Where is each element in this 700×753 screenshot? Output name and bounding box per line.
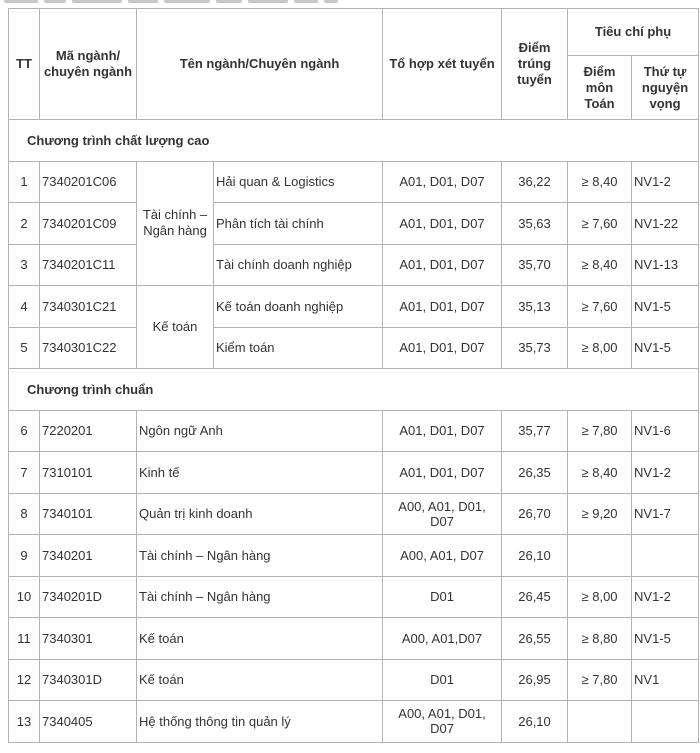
row-score: 26,45 [502, 576, 568, 618]
row-code: 7340301 [40, 618, 137, 660]
table-row [9, 618, 699, 660]
row-score: 35,13 [502, 286, 568, 328]
row-tt: 4 [9, 286, 40, 328]
row-code: 7340301C22 [40, 327, 137, 369]
row-code: 7340201 [40, 535, 137, 577]
table-row [9, 203, 699, 245]
row-tt: 6 [9, 410, 40, 452]
row-tt: 12 [9, 659, 40, 701]
row-score: 26,95 [502, 659, 568, 701]
row-combo: A01, D01, D07 [383, 286, 502, 328]
row-name: Kế toán doanh nghiệp [214, 286, 383, 328]
row-pref: NV1-2 [632, 576, 699, 618]
table-row [9, 410, 699, 452]
table-row [9, 659, 699, 701]
row-score: 26,10 [502, 701, 568, 743]
row-combo: A00, A01, D07 [383, 535, 502, 577]
row-math: ≥ 8,40 [568, 452, 632, 494]
row-name: Tài chính – Ngân hàng [137, 576, 383, 618]
row-math: ≥ 8,80 [568, 618, 632, 660]
table-row [9, 493, 699, 535]
row-name: Kiểm toán [214, 327, 383, 369]
row-tt: 13 [9, 701, 40, 743]
row-pref: NV1-6 [632, 410, 699, 452]
row-pref: NV1-7 [632, 493, 699, 535]
row-code: 7340301D [40, 659, 137, 701]
row-math: ≥ 9,20 [568, 493, 632, 535]
row-combo: A01, D01, D07 [383, 327, 502, 369]
row-combo: A01, D01, D07 [383, 452, 502, 494]
row-tt: 10 [9, 576, 40, 618]
table-row [9, 286, 699, 328]
row-combo: A01, D01, D07 [383, 244, 502, 286]
row-combo: D01 [383, 659, 502, 701]
row-pref [632, 701, 699, 743]
row-name: Kế toán [137, 618, 383, 660]
row-tt: 8 [9, 493, 40, 535]
header-preference: Thứ tự nguyện vọng [632, 56, 699, 120]
row-score: 26,35 [502, 452, 568, 494]
row-tt: 11 [9, 618, 40, 660]
table-row [9, 701, 699, 743]
row-pref: NV1-2 [632, 452, 699, 494]
header-tt: TT [9, 9, 40, 120]
row-pref: NV1-13 [632, 244, 699, 286]
row-name: Quản trị kinh doanh [137, 493, 383, 535]
group-accounting: Kế toán [137, 286, 214, 369]
row-combo: D01 [383, 576, 502, 618]
row-pref: NV1-22 [632, 203, 699, 245]
cropped-text-line [0, 0, 700, 8]
row-math [568, 701, 632, 743]
admission-table [8, 8, 699, 743]
row-score: 35,63 [502, 203, 568, 245]
table-row [9, 327, 699, 369]
row-code: 7220201 [40, 410, 137, 452]
row-math: ≥ 8,40 [568, 244, 632, 286]
row-code: 7340201C06 [40, 161, 137, 203]
row-code: 7340101 [40, 493, 137, 535]
header-name: Tên ngành/Chuyên ngành [137, 9, 383, 120]
section-standard: Chương trình chuẩn [9, 369, 699, 411]
row-tt: 3 [9, 244, 40, 286]
row-score: 35,77 [502, 410, 568, 452]
row-name: Tài chính – Ngân hàng [137, 535, 383, 577]
row-tt: 2 [9, 203, 40, 245]
row-score: 36,22 [502, 161, 568, 203]
row-pref: NV1 [632, 659, 699, 701]
row-pref [632, 535, 699, 577]
header-sub-criteria: Tiêu chí phụ [568, 9, 699, 56]
row-name: Kế toán [137, 659, 383, 701]
row-name: Phân tích tài chính [214, 203, 383, 245]
row-code: 7340201D [40, 576, 137, 618]
row-combo: A00, A01, D01, D07 [383, 493, 502, 535]
row-math [568, 535, 632, 577]
row-tt: 1 [9, 161, 40, 203]
row-name: Ngôn ngữ Anh [137, 410, 383, 452]
header-score: Điểm trúng tuyển [502, 9, 568, 120]
row-math: ≥ 7,80 [568, 659, 632, 701]
row-math: ≥ 8,00 [568, 576, 632, 618]
row-combo: A00, A01, D01, D07 [383, 701, 502, 743]
header-combo: Tổ hợp xét tuyển [383, 9, 502, 120]
row-combo: A01, D01, D07 [383, 203, 502, 245]
row-math: ≥ 8,00 [568, 327, 632, 369]
row-tt: 5 [9, 327, 40, 369]
row-code: 7310101 [40, 452, 137, 494]
table-row [9, 535, 699, 577]
row-name: Kinh tế [137, 452, 383, 494]
row-name: Hải quan & Logistics [214, 161, 383, 203]
row-math: ≥ 7,80 [568, 410, 632, 452]
table-row [9, 244, 699, 286]
row-score: 35,73 [502, 327, 568, 369]
row-score: 26,55 [502, 618, 568, 660]
row-pref: NV1-5 [632, 618, 699, 660]
row-pref: NV1-5 [632, 327, 699, 369]
row-combo: A01, D01, D07 [383, 410, 502, 452]
row-name: Hệ thống thông tin quản lý [137, 701, 383, 743]
row-score: 35,70 [502, 244, 568, 286]
row-tt: 9 [9, 535, 40, 577]
header-code: Mã ngành/ chuyên ngành [40, 9, 137, 120]
row-math: ≥ 7,60 [568, 203, 632, 245]
row-pref: NV1-2 [632, 161, 699, 203]
row-score: 26,10 [502, 535, 568, 577]
row-name: Tài chính doanh nghiệp [214, 244, 383, 286]
group-finance: Tài chính – Ngân hàng [137, 161, 214, 286]
row-code: 7340201C09 [40, 203, 137, 245]
row-code: 7340301C21 [40, 286, 137, 328]
table-row [9, 452, 699, 494]
row-combo: A01, D01, D07 [383, 161, 502, 203]
row-tt: 7 [9, 452, 40, 494]
row-math: ≥ 8,40 [568, 161, 632, 203]
row-code: 7340405 [40, 701, 137, 743]
row-score: 26,70 [502, 493, 568, 535]
row-pref: NV1-5 [632, 286, 699, 328]
table-row [9, 576, 699, 618]
row-code: 7340201C11 [40, 244, 137, 286]
section-high-quality: Chương trình chất lượng cao [9, 120, 699, 162]
row-combo: A00, A01,D07 [383, 618, 502, 660]
row-math: ≥ 7,60 [568, 286, 632, 328]
header-math: Điểm môn Toán [568, 56, 632, 120]
table-row [9, 161, 699, 203]
